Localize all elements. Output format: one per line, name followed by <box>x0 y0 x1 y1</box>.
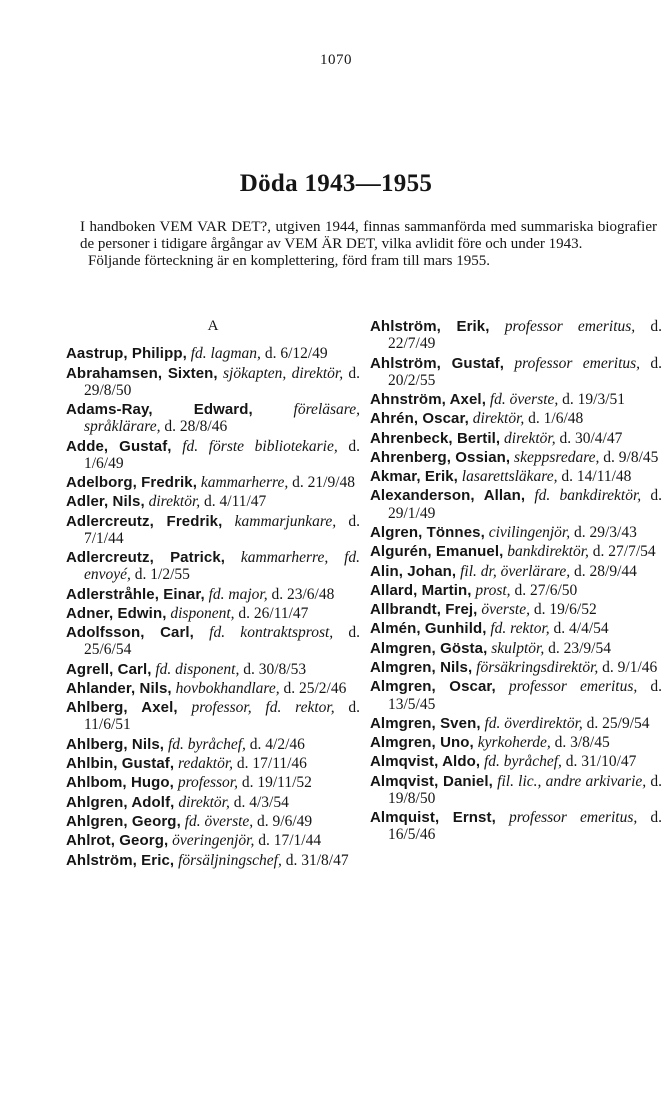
list-item <box>66 438 360 472</box>
list-item <box>370 753 662 770</box>
list-item <box>370 318 662 352</box>
list-item <box>66 755 360 772</box>
death-date: d. 17/1/44 <box>258 832 322 850</box>
death-date: d. 6/12/49 <box>264 345 328 363</box>
death-date: d. 30/8/53 <box>243 660 307 678</box>
person-title: direktör, <box>472 410 525 428</box>
list-item <box>370 355 662 389</box>
death-date: d. 14/11/48 <box>561 468 632 486</box>
person-title: fd. byråchef, <box>167 735 246 753</box>
person-title: kammarherre, fd. envoyé, <box>84 549 360 584</box>
person-title: prost, <box>475 581 511 599</box>
list-item <box>370 640 662 657</box>
death-date: d. 23/6/48 <box>271 585 335 603</box>
death-date: d. 9/8/45 <box>603 448 659 466</box>
death-date: d. 30/4/47 <box>559 429 623 447</box>
person-title: direktör, <box>504 429 556 447</box>
person-title: disponent, <box>170 604 235 622</box>
person-name: Akmar, Erik, <box>370 468 458 486</box>
death-date: d. 1/2/55 <box>134 566 190 584</box>
person-name: Adelborg, Fredrik, <box>66 474 197 491</box>
death-date: d. 19/3/51 <box>562 391 626 408</box>
person-title: fd. lagman, <box>190 345 261 363</box>
death-date: d. 4/4/54 <box>553 620 609 638</box>
person-name: Adlercreutz, Fredrik, <box>66 512 223 530</box>
person-title: försäkringsdirektör, <box>476 659 599 677</box>
right-column <box>370 318 662 846</box>
person-title: professor emeritus, <box>508 809 638 827</box>
list-item <box>66 794 360 811</box>
death-date: d. 4/11/47 <box>204 493 267 511</box>
list-item <box>66 699 360 733</box>
person-title: kammarjunkare, <box>234 512 337 530</box>
page-title: Döda 1943—1955 <box>239 170 433 197</box>
list-item <box>370 715 662 732</box>
person-name: Almén, Gunhild, <box>370 620 487 638</box>
list-item <box>66 661 360 678</box>
person-title: fil. dr, överlärare, <box>460 562 571 580</box>
person-name: Adlerstråhle, Einar, <box>66 585 205 603</box>
person-name: Adde, Gustaf, <box>66 437 172 455</box>
death-date: d. 1/6/49 <box>84 437 360 472</box>
person-name: Almgren, Nils, <box>370 659 473 677</box>
person-name: Ahlström, Erik, <box>370 318 490 335</box>
list-item <box>66 624 360 658</box>
death-date: d. 13/5/45 <box>388 678 662 713</box>
person-title: fd. kontraktsprost, <box>209 624 334 642</box>
death-date: d. 7/1/44 <box>84 512 361 547</box>
section-letter: A <box>207 318 219 334</box>
person-title: redaktör, <box>178 755 234 773</box>
person-name: Alin, Johan, <box>370 562 457 580</box>
person-name: Ahlström, Gustaf, <box>370 354 505 372</box>
death-date: d. 9/6/49 <box>257 812 313 830</box>
person-name: Abrahamsen, Sixten, <box>66 364 218 382</box>
list-item <box>66 832 360 849</box>
list-item <box>66 852 360 869</box>
intro-paragraph: I handboken VEM VAR DET?, utgiven 1944, finnas sammanförda med summariska biografier de personer i tidigare årgångar av VEM ÄR DET, vilka avlidit före och under 1943. <box>80 219 657 253</box>
list-item <box>66 774 360 791</box>
list-item <box>66 345 360 362</box>
death-date: d. 3/8/45 <box>554 734 610 752</box>
person-title: fil. lic., andre arkivarie, <box>497 772 647 790</box>
death-date: d. 31/8/47 <box>285 851 349 869</box>
death-date: d. 27/7/54 <box>592 543 656 561</box>
list-item <box>66 401 360 435</box>
list-item <box>370 620 662 637</box>
list-item <box>370 468 662 485</box>
list-item <box>370 809 662 843</box>
person-name: Allard, Martin, <box>370 581 472 599</box>
person-title: överste, <box>481 601 530 619</box>
death-date: d. 4/3/54 <box>233 793 289 811</box>
person-title: försäljningschef, <box>178 851 282 869</box>
death-date: d. 1/6/48 <box>528 410 584 428</box>
person-name: Ahrenbeck, Bertil, <box>370 429 501 447</box>
person-name: Ahlström, Eric, <box>66 851 175 869</box>
person-name: Adler, Nils, <box>66 493 145 511</box>
person-title: fd. rektor, <box>490 620 550 638</box>
person-name: Agrell, Carl, <box>66 660 152 678</box>
person-title: direktör, <box>178 793 230 811</box>
person-title: fd. major, <box>208 585 268 603</box>
person-name: Almgren, Oscar, <box>370 678 496 696</box>
person-name: Allbrandt, Frej, <box>370 601 478 619</box>
death-date: d. 25/6/54 <box>84 624 361 659</box>
person-title: kyrkoherde, <box>477 734 551 752</box>
person-title: professor, fd. rektor, <box>191 699 335 717</box>
person-name: Ahlrot, Georg, <box>66 832 169 850</box>
list-item <box>66 549 360 583</box>
death-date: d. 19/11/52 <box>241 774 312 792</box>
person-title: professor emeritus, <box>508 678 638 696</box>
person-name: Adner, Edwin, <box>66 604 167 622</box>
list-item <box>66 474 360 491</box>
death-date: d. 16/5/46 <box>388 809 662 844</box>
list-item <box>370 734 662 751</box>
person-name: Adlercreutz, Patrick, <box>66 549 226 567</box>
person-name: Aastrup, Philipp, <box>66 345 187 363</box>
death-date: d. 9/1/46 <box>602 659 658 677</box>
entry-list-left <box>66 345 360 869</box>
person-name: Ahnström, Axel, <box>370 391 486 408</box>
death-date: d. 21/9/48 <box>292 474 356 491</box>
death-date: d. 27/6/50 <box>514 581 578 599</box>
person-name: Ahrenberg, Ossian, <box>370 448 511 466</box>
list-item <box>66 813 360 830</box>
death-date: d. 28/9/44 <box>574 562 637 580</box>
person-name: Algurén, Emanuel, <box>370 543 504 561</box>
person-name: Almgren, Uno, <box>370 734 474 752</box>
person-title: fd. överdirektör, <box>484 714 583 732</box>
person-name: Adams-Ray, Edward, <box>66 401 253 418</box>
person-name: Ahlgren, Georg, <box>66 812 181 830</box>
death-date: d. 25/2/46 <box>283 679 347 697</box>
person-name: Ahlbin, Gustaf, <box>66 755 175 773</box>
list-item <box>66 493 360 510</box>
death-date: d. 22/7/49 <box>388 318 663 353</box>
person-title: föreläsare, språklärare, <box>84 401 360 436</box>
list-item <box>370 543 662 560</box>
person-name: Adolfsson, Carl, <box>66 624 194 642</box>
list-item <box>370 563 662 580</box>
list-item <box>370 773 662 807</box>
death-date: d. 26/11/47 <box>238 604 309 622</box>
death-date: d. 19/8/50 <box>388 772 663 807</box>
death-date: d. 11/6/51 <box>84 699 361 734</box>
list-item <box>370 449 662 466</box>
person-title: kammarherre, <box>200 474 289 491</box>
person-title: civilingenjör, <box>488 523 571 541</box>
person-title: sjökapten, direktör, <box>223 364 344 382</box>
person-name: Ahrén, Oscar, <box>370 410 469 428</box>
person-title: fd. bankdirektör, <box>534 487 642 505</box>
death-date: d. 17/11/46 <box>236 755 307 773</box>
death-date: d. 23/9/54 <box>548 639 611 657</box>
death-date: d. 19/6/52 <box>533 601 597 619</box>
death-date: d. 25/9/54 <box>586 714 650 732</box>
page-number: 1070 <box>320 52 352 68</box>
death-date: d. 29/1/49 <box>388 487 663 522</box>
person-name: Almgren, Sven, <box>370 714 481 732</box>
person-title: professor emeritus, <box>514 354 641 372</box>
list-item <box>370 524 662 541</box>
list-item <box>370 582 662 599</box>
person-name: Ahlbom, Hugo, <box>66 774 174 792</box>
list-item <box>66 365 360 399</box>
person-title: professor emeritus, <box>504 318 636 335</box>
death-date: d. 4/2/46 <box>249 735 305 753</box>
person-name: Algren, Tönnes, <box>370 523 485 541</box>
death-date: d. 31/10/47 <box>565 753 637 771</box>
entry-list-right <box>370 318 662 844</box>
intro-paragraph: Följande förteckning är en komplettering, förd fram till mars 1955. <box>88 253 490 270</box>
list-item <box>66 513 360 547</box>
death-date: d. 20/2/55 <box>388 354 663 389</box>
list-item <box>66 586 360 603</box>
person-title: fd. förste bibliotekarie, <box>182 437 338 455</box>
list-item <box>370 659 662 676</box>
person-title: skulptör, <box>491 639 545 657</box>
left-column <box>66 316 360 871</box>
person-name: Ahlander, Nils, <box>66 679 172 697</box>
person-name: Ahlgren, Adolf, <box>66 793 175 811</box>
list-item <box>66 605 360 622</box>
person-title: direktör, <box>148 493 201 511</box>
person-name: Almquist, Ernst, <box>370 809 496 827</box>
list-item <box>66 736 360 753</box>
death-date: d. 29/8/50 <box>84 364 361 399</box>
person-title: professor, <box>177 774 238 792</box>
person-name: Ahlberg, Nils, <box>66 735 165 753</box>
list-item <box>66 680 360 697</box>
person-title: skeppsredare, <box>514 448 600 466</box>
person-title: lasarettsläkare, <box>461 468 558 486</box>
person-title: bankdirektör, <box>507 543 589 561</box>
list-item <box>370 601 662 618</box>
death-date: d. 28/8/46 <box>164 418 228 436</box>
person-name: Alexanderson, Allan, <box>370 487 526 505</box>
intro-text <box>80 219 657 271</box>
death-date: d. 29/3/43 <box>573 523 637 541</box>
person-title: fd. överste, <box>489 391 559 408</box>
person-title: överingenjör, <box>172 832 255 850</box>
person-title: fd. överste, <box>184 812 254 830</box>
person-title: fd. disponent, <box>155 660 240 678</box>
list-item <box>370 430 662 447</box>
person-name: Almqvist, Aldo, <box>370 753 481 771</box>
person-name: Almqvist, Daniel, <box>370 772 493 790</box>
list-item <box>370 487 662 521</box>
person-name: Ahlberg, Axel, <box>66 699 178 717</box>
list-item <box>370 391 662 408</box>
list-item <box>370 410 662 427</box>
person-title: fd. byråchef, <box>484 753 562 771</box>
list-item <box>370 678 662 712</box>
person-name: Almgren, Gösta, <box>370 639 488 657</box>
person-title: hovbokhandlare, <box>175 679 280 697</box>
